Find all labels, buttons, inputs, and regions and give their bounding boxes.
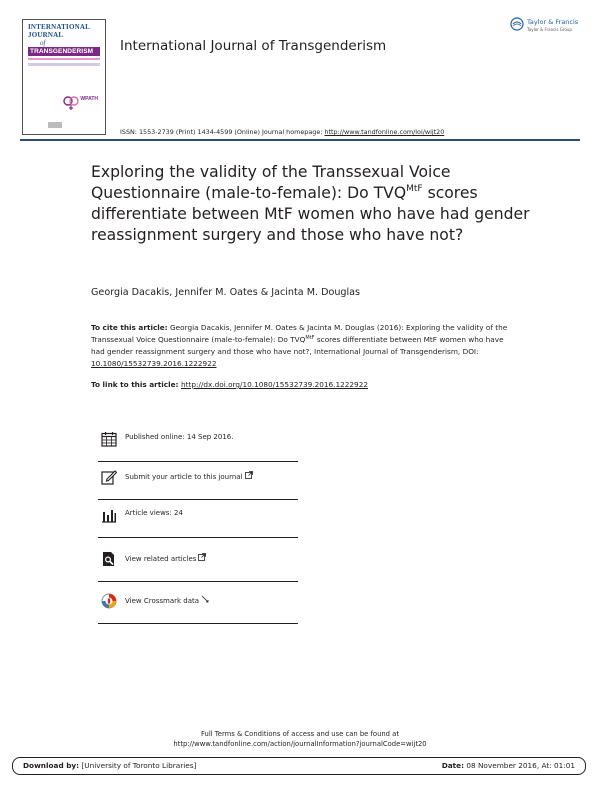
cover-symbol-icon — [62, 94, 80, 112]
downloaded-by-label: Download by: — [23, 761, 80, 770]
crossmark-label: View Crossmark data — [125, 597, 200, 605]
journal-title: International Journal of Transgenderism — [120, 38, 387, 54]
info-divider — [98, 537, 298, 538]
info-item-related[interactable] — [98, 544, 298, 582]
submit-article-link[interactable] — [125, 471, 253, 481]
crossmark-icon — [101, 593, 117, 609]
citation-block — [91, 322, 511, 370]
search-document-icon — [101, 551, 117, 567]
cover-title-band: TRANSGENDERISM — [28, 47, 100, 56]
downloaded-by — [23, 761, 196, 770]
article-views-label: Article views: 24 — [125, 509, 183, 517]
info-item-crossmark[interactable] — [98, 586, 298, 624]
cover-title-of: of — [40, 39, 46, 47]
citation-superscript: MtF — [305, 335, 315, 341]
related-articles-link[interactable] — [125, 553, 206, 563]
to-link-line — [91, 380, 368, 389]
journal-cover-thumbnail[interactable] — [22, 19, 106, 135]
cover-publisher-mark-icon — [48, 122, 62, 128]
info-item-submit[interactable] — [98, 462, 298, 500]
external-link-icon — [201, 595, 209, 603]
citation-text1: Georgia Dacakis, Jennifer M. Oates & Jacinta M. Douglas (2016): Exploring the validity of the Transsexual Voice Questionnaire (male-to-female): Do TVQ — [91, 323, 508, 344]
article-title — [91, 162, 541, 246]
journal-homepage-link[interactable]: http://www.tandfonline.com/loi/wijt20 — [324, 128, 445, 136]
related-articles-label: View related articles — [125, 555, 197, 563]
cover-strip — [28, 58, 100, 60]
terms-notice — [0, 729, 600, 749]
crossmark-link[interactable] — [125, 595, 209, 605]
bar-chart-icon — [101, 507, 117, 523]
to-link-label: To link to this article: — [91, 380, 182, 389]
publisher-name: Taylor & Francis — [527, 18, 579, 26]
citation-doi-link[interactable]: 10.1080/15532739.2016.1222922 — [91, 359, 217, 368]
submit-article-label: Submit your article to this journal — [125, 473, 243, 481]
article-doi-link[interactable]: http://dx.doi.org/10.1080/15532739.2016.1222922 — [181, 380, 368, 389]
cover-title-line2: JOURNAL — [28, 30, 64, 39]
info-divider — [98, 581, 298, 582]
download-date-label: Date: — [441, 761, 465, 770]
download-date-value: 08 November 2016, At: 01:01 — [464, 761, 575, 770]
external-link-icon — [198, 553, 206, 561]
issn-text: ISSN: 1553-2739 (Print) 1434-4599 (Online) Journal homepage: — [120, 128, 323, 136]
article-authors: Georgia Dacakis, Jennifer M. Oates & Jacinta M. Douglas — [91, 287, 361, 298]
published-online-label: Published online: 14 Sep 2016. — [125, 433, 234, 441]
publisher-tagline: Taylor & Francis Group — [527, 27, 572, 32]
info-item-published — [98, 424, 298, 462]
taylor-francis-icon — [510, 17, 524, 31]
info-item-views — [98, 500, 298, 538]
citation-text2: scores differentiate between MtF women who have had gender reassignment surgery and those who have not?, International Journal of Transgenderism, DOI: — [91, 335, 504, 356]
terms-url-link[interactable]: http://www.tandfonline.com/action/journalInformation?journalCode=wijt20 — [173, 740, 427, 748]
cover-title-line1: INTERNATIONAL — [28, 23, 90, 31]
external-link-icon — [245, 471, 253, 479]
download-date — [442, 761, 575, 770]
downloaded-by-value: [University of Toronto Libraries] — [79, 761, 197, 770]
cover-wpath-logo: WPATH — [80, 96, 98, 102]
article-title-part1: Exploring the validity of the Transsexual Voice Questionnaire (male-to-female): Do TVQ — [91, 163, 451, 202]
issn-line — [120, 128, 444, 136]
info-divider — [98, 623, 298, 624]
edit-icon — [101, 469, 117, 485]
cover-strip-secondary — [28, 63, 100, 66]
article-title-part2: scores differentiate between MtF women who have had gender reassignment surgery and those who have not? — [91, 184, 530, 244]
citation-label: To cite this article: — [91, 323, 168, 332]
download-info-bar — [12, 757, 586, 775]
terms-line1: Full Terms & Conditions of access and use can be found at — [201, 730, 399, 738]
article-title-superscript: MtF — [406, 184, 423, 194]
calendar-icon — [101, 431, 117, 447]
header-divider — [20, 139, 580, 141]
